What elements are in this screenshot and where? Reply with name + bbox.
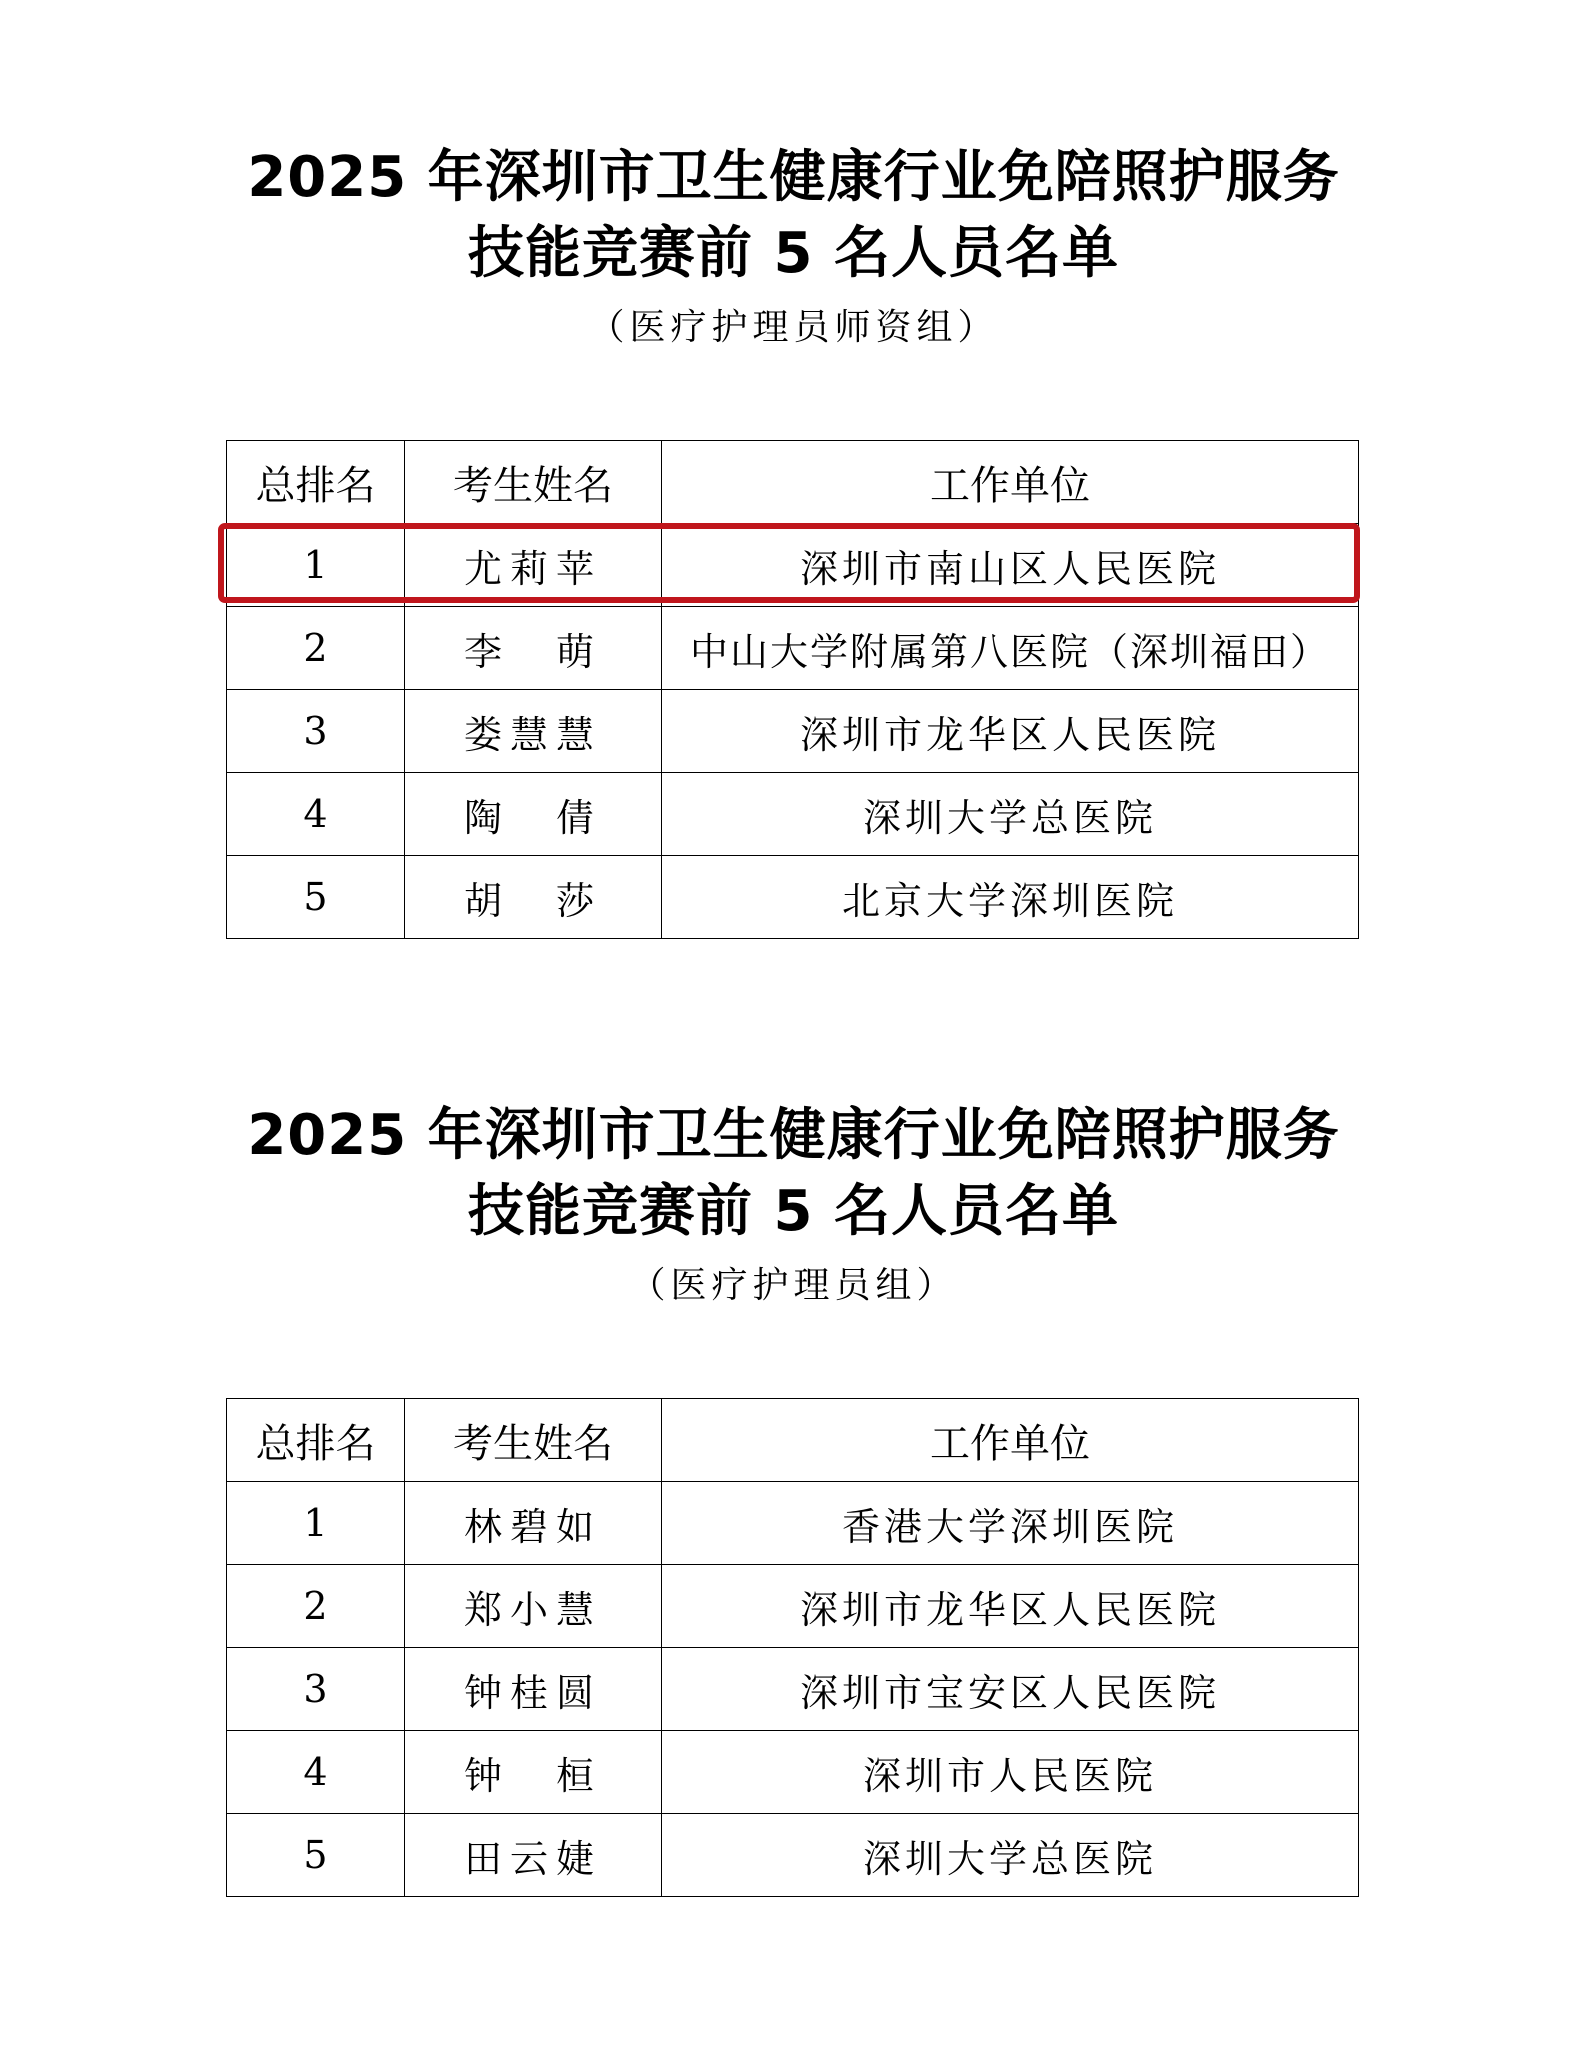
ranking-table [226,440,1359,939]
unit-cell: 深圳市人民医院 [662,1731,1359,1814]
table-header-row [227,441,1359,524]
unit-cell: 香港大学深圳医院 [662,1482,1359,1565]
table-row [227,690,1359,773]
rank-cell: 1 [227,524,405,607]
unit-cell: 深圳市龙华区人民医院 [662,690,1359,773]
roster-section-mentor-group [0,140,1587,923]
table-row [227,1648,1359,1731]
name-cell: 陶 倩 [405,773,662,856]
group-subtitle: （医疗护理员师资组） [588,307,999,348]
unit-cell: 深圳大学总医院 [662,773,1359,856]
document-title-line-2: 技能竞赛前 5 名人员名单 [468,1179,1119,1244]
ranking-table [226,1398,1359,1897]
name-cell: 娄慧慧 [405,690,662,773]
unit-cell: 深圳市南山区人民医院 [662,524,1359,607]
table-row [227,856,1359,939]
table-row [227,524,1359,607]
unit-cell: 深圳市宝安区人民医院 [662,1648,1359,1731]
rank-cell: 2 [227,607,405,690]
header-rank: 总排名 [227,441,405,524]
rank-cell: 2 [227,1565,405,1648]
rank-cell: 4 [227,1731,405,1814]
unit-cell: 中山大学附属第八医院（深圳福田） [662,607,1359,690]
rank-cell: 4 [227,773,405,856]
rank-cell: 3 [227,690,405,773]
unit-cell: 深圳大学总医院 [662,1814,1359,1897]
table-row [227,1565,1359,1648]
table-header-row [227,1399,1359,1482]
document-title-line-1: 2025 年深圳市卫生健康行业免陪照护服务 [247,1103,1340,1168]
roster-section-caregiver-group [0,1098,1587,1881]
unit-cell: 北京大学深圳医院 [662,856,1359,939]
header-name: 考生姓名 [405,441,662,524]
table-row [227,1731,1359,1814]
table-row [227,1814,1359,1897]
document-title-line-2: 技能竞赛前 5 名人员名单 [468,221,1119,286]
name-cell: 郑小慧 [405,1565,662,1648]
rank-cell: 5 [227,856,405,939]
name-cell: 胡 莎 [405,856,662,939]
header-unit: 工作单位 [662,1399,1359,1482]
name-cell: 尤莉苹 [405,524,662,607]
rank-cell: 1 [227,1482,405,1565]
rank-cell: 3 [227,1648,405,1731]
header-name: 考生姓名 [405,1399,662,1482]
name-cell: 李 萌 [405,607,662,690]
rank-cell: 5 [227,1814,405,1897]
document-title-line-1: 2025 年深圳市卫生健康行业免陪照护服务 [247,145,1340,210]
name-cell: 钟桂圆 [405,1648,662,1731]
name-cell: 钟 桓 [405,1731,662,1814]
unit-cell: 深圳市龙华区人民医院 [662,1565,1359,1648]
group-subtitle: （医疗护理员组） [629,1265,958,1306]
table-row [227,1482,1359,1565]
name-cell: 田云婕 [405,1814,662,1897]
name-cell: 林碧如 [405,1482,662,1565]
header-unit: 工作单位 [662,441,1359,524]
header-rank: 总排名 [227,1399,405,1482]
table-row [227,607,1359,690]
table-row [227,773,1359,856]
